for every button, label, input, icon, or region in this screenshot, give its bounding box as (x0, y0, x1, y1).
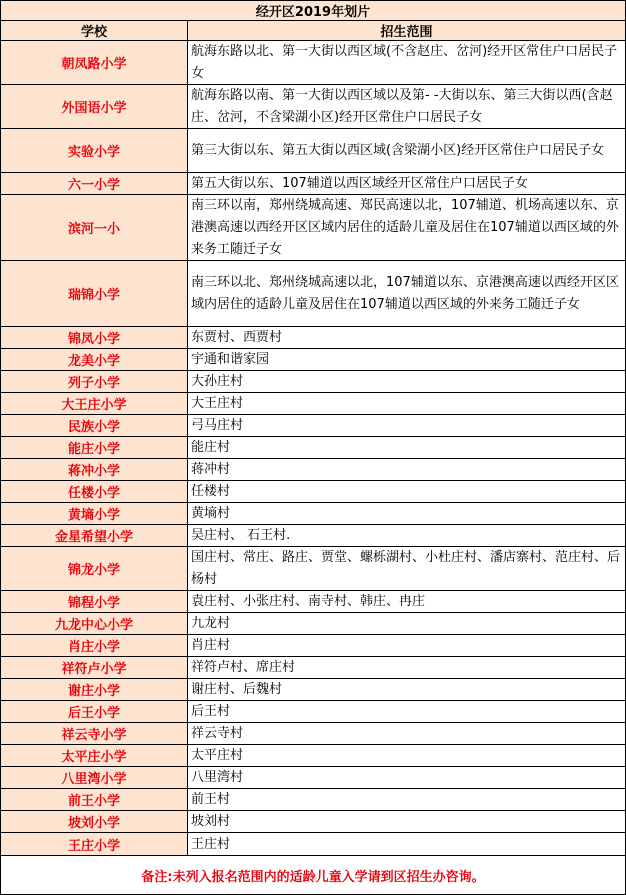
enrollment-range: 南三环以北、郑州绕城高速以北，107辅道以东、京港澳高速以西经开区区域内居住的适龄儿童及居住在107辅道以西区域的外来务工随迁子女 (191, 275, 619, 312)
enrollment-range: 后王村 (191, 704, 231, 719)
school-name: 能庄小学 (1, 437, 188, 458)
enrollment-range: 任楼村 (191, 484, 231, 499)
enrollment-range: 东贾村、西贾村 (191, 330, 283, 345)
school-name: 蒋冲小学 (1, 459, 188, 480)
table-row (1, 657, 625, 679)
table-row (1, 525, 625, 547)
enrollment-range: 第五大街以东、107辅道以西区域经开区常住户口居民子女 (191, 176, 528, 191)
school-name: 大王庄小学 (1, 393, 188, 414)
table-row (1, 41, 625, 85)
enrollment-range-cell (188, 525, 625, 546)
table-row (1, 327, 625, 349)
table-row (1, 723, 625, 745)
enrollment-range: 弓马庄村 (191, 418, 244, 433)
enrollment-range: 航海东路以北、第一大街以西区域(不含赵庄、岔河)经开区常住户口居民子女 (191, 44, 618, 81)
enrollment-range: 王庄村 (191, 836, 231, 852)
enrollment-range: 吴庄村、 石王村. (191, 528, 291, 543)
school-name: 祥符卢小学 (1, 657, 188, 678)
school-name: 锦凤小学 (1, 327, 188, 348)
table-row (1, 789, 625, 811)
footnote: 备注:未列入报名范围内的适龄儿童入学请到区招生办咨询。 (141, 869, 485, 885)
table-row (1, 415, 625, 437)
school-name: 瑞锦小学 (1, 261, 188, 326)
enrollment-range-cell (188, 745, 625, 766)
enrollment-range: 祥云寺村 (191, 726, 244, 741)
table-row (1, 437, 625, 459)
enrollment-range-cell (188, 371, 625, 392)
school-name: 外国语小学 (1, 85, 188, 128)
table-row (1, 393, 625, 415)
enrollment-range: 大孙庄村 (191, 374, 244, 389)
school-name: 锦程小学 (1, 591, 188, 612)
school-name: 八里湾小学 (1, 767, 188, 788)
table-row (1, 591, 625, 613)
enrollment-range-cell (188, 261, 625, 326)
enrollment-range-cell (188, 723, 625, 744)
enrollment-range: 第三大街以东、第五大街以西区域(含梁湖小区)经开区常住户口居民子女 (191, 143, 605, 158)
school-name: 祥云寺小学 (1, 723, 188, 744)
enrollment-range-cell (188, 789, 625, 810)
school-name: 前王小学 (1, 789, 188, 810)
enrollment-range-cell (188, 679, 625, 700)
table-row (1, 129, 625, 173)
enrollment-range-cell (188, 613, 625, 634)
enrollment-range: 八里湾村 (191, 770, 244, 785)
enrollment-range-cell (188, 833, 625, 855)
header-range: 招生范围 (380, 25, 433, 40)
enrollment-range: 谢庄村、后魏村 (191, 682, 283, 697)
enrollment-range-cell (188, 415, 625, 436)
enrollment-range-cell (188, 173, 625, 194)
enrollment-range: 黄墒村 (191, 506, 231, 521)
enrollment-range-cell (188, 547, 625, 590)
enrollment-range-cell (188, 701, 625, 722)
table-row (1, 679, 625, 701)
table-row (1, 261, 625, 327)
header-row (1, 21, 625, 41)
enrollment-range: 南三环以南，郑州绕城高速、郑民高速以北，107辅道、机场高速以东、京港澳高速以西经开区区域内居住的适龄儿童及居住在107辅道以西区域的外来务工随迁子女 (191, 198, 619, 257)
table-row (1, 767, 625, 789)
header-school: 学校 (1, 21, 188, 40)
school-name: 民族小学 (1, 415, 188, 436)
enrollment-range-cell (188, 393, 625, 414)
school-name: 锦龙小学 (1, 547, 188, 590)
table-row (1, 833, 625, 856)
table-row (1, 701, 625, 723)
school-name: 龙美小学 (1, 349, 188, 370)
enrollment-range-cell (188, 503, 625, 524)
table-row (1, 85, 625, 129)
enrollment-range: 袁庄村、小张庄村、南寺村、韩庄、冉庄 (191, 594, 426, 609)
enrollment-range-cell (188, 481, 625, 502)
school-name: 六一小学 (1, 173, 188, 194)
school-name: 谢庄小学 (1, 679, 188, 700)
school-name: 列子小学 (1, 371, 188, 392)
table-row (1, 613, 625, 635)
enrollment-range-cell (188, 349, 625, 370)
enrollment-range: 蒋冲村 (191, 462, 231, 477)
school-name: 黄墒小学 (1, 503, 188, 524)
enrollment-range: 肖庄村 (191, 638, 231, 653)
enrollment-range-cell (188, 85, 625, 128)
table-row (1, 195, 625, 261)
table-title: 经开区2019年划片 (1, 1, 625, 21)
school-name: 朝凤路小学 (1, 41, 188, 84)
table-row (1, 811, 625, 833)
table-row (1, 459, 625, 481)
table-row (1, 371, 625, 393)
table-row (1, 349, 625, 371)
school-name: 金星希望小学 (1, 525, 188, 546)
enrollment-range-cell (188, 811, 625, 832)
table-row (1, 745, 625, 767)
enrollment-range: 能庄村 (191, 440, 231, 455)
enrollment-range-cell (188, 591, 625, 612)
enrollment-range: 国庄村、常庄、路庄、贾堂、螺栎湖村、小杜庄村、潘店寨村、范庄村、后杨村 (191, 550, 621, 587)
table-row (1, 635, 625, 657)
table-row (1, 173, 625, 195)
enrollment-range-cell (188, 657, 625, 678)
school-name: 太平庄小学 (1, 745, 188, 766)
table-row (1, 503, 625, 525)
table-row (1, 481, 625, 503)
enrollment-range-cell (188, 635, 625, 656)
enrollment-range: 宇通和谐家园 (191, 352, 270, 367)
enrollment-range: 九龙村 (191, 616, 231, 631)
school-name: 滨河一小 (1, 195, 188, 260)
enrollment-range-cell (188, 41, 625, 84)
enrollment-range-cell (188, 437, 625, 458)
enrollment-range: 太平庄村 (191, 748, 244, 763)
school-name: 九龙中心小学 (1, 613, 188, 634)
enrollment-range: 祥符卢村、席庄村 (191, 660, 296, 675)
enrollment-range-cell (188, 459, 625, 480)
school-name: 肖庄小学 (1, 635, 188, 656)
enrollment-range: 航海东路以南、第一大街以西区域以及第- -大街以东、第三大街以西(含赵庄、岔河，不含梁湖小区)经开区常住户口居民子女 (191, 88, 613, 125)
enrollment-range-cell (188, 129, 625, 172)
enrollment-range-cell (188, 195, 625, 260)
school-name: 后王小学 (1, 701, 188, 722)
school-name: 坡刘小学 (1, 811, 188, 832)
school-name: 任楼小学 (1, 481, 188, 502)
enrollment-range: 大王庄村 (191, 396, 244, 411)
enrollment-range-cell (188, 767, 625, 788)
school-name: 王庄小学 (1, 833, 188, 855)
table-row (1, 547, 625, 591)
enrollment-range: 前王村 (191, 792, 231, 807)
enrollment-range-cell (188, 327, 625, 348)
enrollment-range: 坡刘村 (191, 814, 231, 829)
school-name: 实验小学 (1, 129, 188, 172)
